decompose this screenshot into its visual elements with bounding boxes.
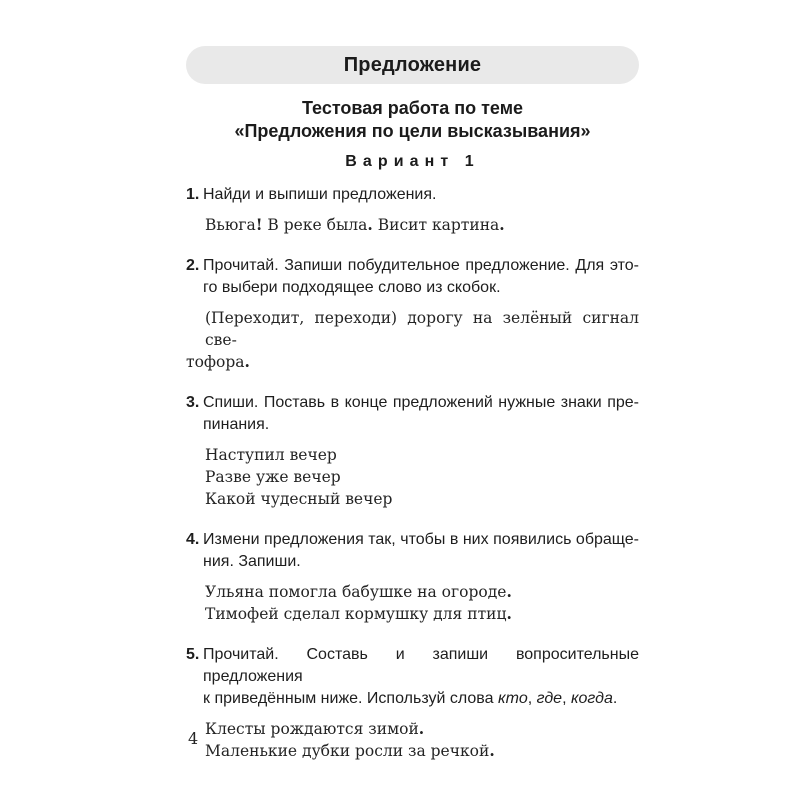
text-segment: Маленькие дубки росли за речкой: [205, 742, 490, 760]
text-segment: .: [612, 690, 618, 707]
text-segment: к приведённым ниже. Используй слова: [203, 690, 498, 707]
task-exercise: [186, 718, 639, 762]
text-segment: .: [499, 215, 505, 234]
page-number: 4: [188, 729, 199, 748]
task-list: [186, 184, 639, 762]
task-exercise: [186, 581, 639, 625]
text-segment: Измени предложения так, чтобы в них появились обраще-: [203, 531, 639, 548]
task-exercise: [186, 444, 639, 510]
text-segment: Ульяна помогла бабушке на огороде: [205, 583, 507, 601]
text-segment: Вьюга: [205, 216, 256, 234]
task-number: 2.: [186, 257, 200, 274]
task-item-5: [186, 644, 639, 762]
instruction-line: [203, 184, 639, 206]
page-content: [186, 46, 639, 781]
text-segment: Наступил вечер: [205, 446, 337, 464]
instruction-line: [203, 277, 639, 299]
text-segment: .: [506, 604, 512, 623]
exercise-line: [186, 214, 639, 236]
exercise-line: [186, 351, 639, 373]
task-item-4: [186, 529, 639, 625]
text-segment: .: [489, 741, 495, 760]
task-exercise: [186, 214, 639, 236]
task-number: 5.: [186, 646, 200, 663]
task-instruction: [186, 184, 639, 206]
text-segment: Какой чудесный вечер: [205, 490, 393, 508]
text-segment: ния. Запиши.: [203, 553, 301, 570]
task-exercise: [186, 307, 639, 373]
text-segment: ,: [527, 690, 537, 707]
instruction-line: [203, 392, 639, 414]
task-instruction: [186, 255, 639, 299]
exercise-line: [186, 740, 639, 762]
instruction-line: [203, 644, 639, 688]
exercise-line: [186, 718, 639, 740]
text-segment: кто: [497, 690, 528, 707]
text-segment: пинания.: [203, 416, 270, 433]
test-title-line2: «Предложения по цели высказывания»: [234, 121, 591, 141]
text-segment: .: [244, 352, 250, 371]
text-segment: Прочитай. Запиши побудительное предложение. Для это-: [203, 257, 639, 274]
test-title: [186, 97, 639, 143]
text-segment: когда: [570, 690, 613, 707]
task-instruction: [186, 529, 639, 573]
text-segment: .: [418, 719, 425, 738]
instruction-line: [203, 255, 639, 277]
text-segment: В реке была: [262, 216, 368, 234]
text-segment: тофора: [186, 353, 245, 371]
section-title: Предложение: [343, 53, 482, 76]
text-segment: ,: [562, 690, 571, 707]
text-segment: .: [367, 215, 373, 234]
exercise-line: [186, 444, 639, 466]
section-header-pill: [186, 46, 639, 84]
task-number: 3.: [186, 394, 200, 411]
task-item-1: [186, 184, 639, 236]
instruction-line: [203, 529, 639, 551]
instruction-line: [203, 688, 639, 710]
instruction-line: [203, 414, 639, 436]
task-instruction: [186, 644, 639, 710]
exercise-line: [186, 581, 639, 603]
task-item-2: [186, 255, 639, 373]
task-instruction: [186, 392, 639, 436]
task-number: 1.: [186, 186, 200, 203]
text-segment: .: [506, 582, 512, 601]
text-segment: Висит картина: [372, 216, 500, 234]
text-segment: Клесты рождаются зимой: [205, 720, 419, 738]
exercise-line: [186, 488, 639, 510]
variant-heading: Вариант 1: [345, 153, 480, 170]
exercise-line: [186, 603, 639, 625]
text-segment: (Переходит, переходи) дорогу на зелёный сигнал све-: [205, 309, 639, 349]
text-segment: Тимофей сделал кормушку для птиц: [205, 605, 507, 623]
text-segment: !: [255, 215, 263, 234]
text-segment: Прочитай. Составь и запиши вопросительные предложения: [203, 646, 639, 685]
text-segment: Спиши. Поставь в конце предложений нужные знаки пре-: [203, 394, 639, 411]
text-segment: го выбери подходящее слово из скобок.: [203, 279, 501, 296]
instruction-line: [203, 551, 639, 573]
text-segment: где: [536, 690, 563, 707]
test-title-line1: Тестовая работа по теме: [301, 98, 524, 118]
text-segment: Найди и выпиши предложения.: [203, 186, 437, 203]
exercise-line: [186, 307, 639, 351]
exercise-line: [186, 466, 639, 488]
task-number: 4.: [186, 531, 200, 548]
text-segment: Разве уже вечер: [205, 468, 341, 486]
task-item-3: [186, 392, 639, 510]
